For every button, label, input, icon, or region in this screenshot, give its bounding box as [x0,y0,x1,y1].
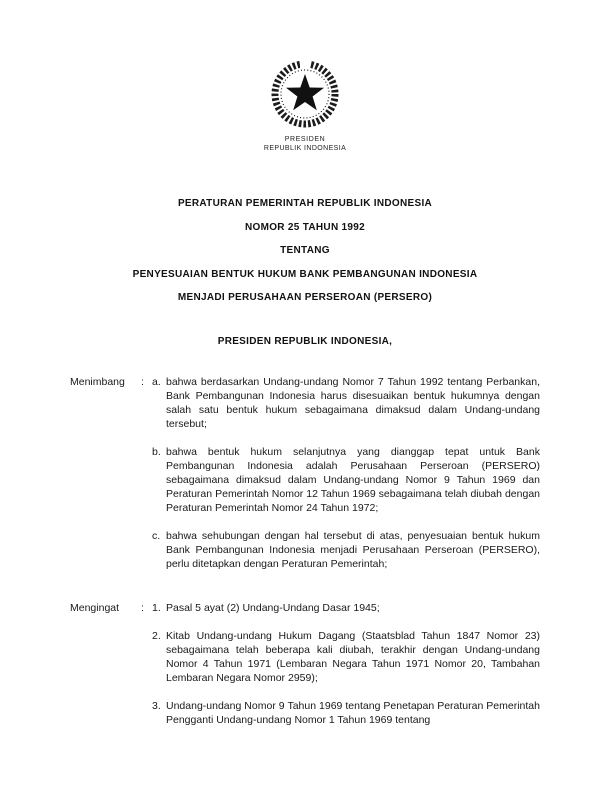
republik-indonesia-label: REPUBLIK INDONESIA [263,145,347,152]
menimbang-item-c [152,529,540,571]
presiden-label: PRESIDEN [284,136,326,143]
menimbang-item-b [152,445,540,515]
item-text: Undang-undang Nomor 9 Tahun 1969 tentang Penetapan Peraturan Pemerintah Pengganti Undang-undang Nomor 1 Tahun 1969 tentang [166,700,540,726]
mengingat-label: Mengingat [70,602,120,614]
mengingat-section [70,601,540,727]
menimbang-item-a [152,375,540,431]
item-marker: c. [152,530,161,542]
star-wreath-emblem-icon [265,52,345,132]
menimbang-separator: : [141,376,144,388]
item-text: bahwa sehubungan dengan hal tersebut di atas, penyesuaian bentuk hukum Bank Pembangunan Indonesia menjadi Perusahaan Perseroan (PERSERO), perlu ditetapkan dengan Peraturan Pemerintah; [166,530,540,570]
salutation-line: PRESIDEN REPUBLIK INDONESIA, [217,336,393,347]
document-header [70,52,540,152]
title-line-regulation: PERATURAN PEMERINTAH REPUBLIK INDONESIA [177,198,433,209]
title-line-subject-2: MENJADI PERUSAHAAN PERSEROAN (PERSERO) [177,292,433,303]
item-text: Kitab Undang-undang Hukum Dagang (Staatsblad Tahun 1847 Nomor 23) sebagaimana telah beberapa kali diubah, terakhir dengan Undang-undang Nomor 4 Tahun 1971 (Lembaran Negara Tahun 1971 Nomor 20, Tambahan Lembaran Negara Nomor 2959); [166,630,540,684]
item-text: Pasal 5 ayat (2) Undang-Undang Dasar 1945; [166,602,380,614]
mengingat-item-3 [152,699,540,727]
title-line-number: NOMOR 25 TAHUN 1992 [245,221,365,233]
item-marker: 2. [152,630,161,642]
item-text: bahwa bentuk hukum selanjutnya yang dianggap tepat untuk Bank Pembangunan Indonesia adalah Perusahaan Perseroan (PERSERO) sebagaimana dimaksud dalam Undang-undang Nomor 9 Tahun 1969 dan Peraturan Pemerintah Nomor 12 Tahun 1969 sebagaimana telah diubah dengan Peraturan Pemerintah Nomor 24 Tahun 1972; [166,446,540,514]
document-title-block [70,198,540,303]
mengingat-items [152,601,540,727]
mengingat-separator: : [141,602,144,614]
title-line-tentang: TENTANG [280,245,330,256]
mengingat-item-2 [152,629,540,685]
menimbang-section [70,375,540,571]
item-marker: a. [152,376,161,388]
mengingat-item-1 [152,601,540,615]
menimbang-items [152,375,540,571]
item-marker: 1. [152,602,161,614]
item-marker: b. [152,446,161,458]
title-line-subject-1: PENYESUAIAN BENTUK HUKUM BANK PEMBANGUNAN INDONESIA [132,268,478,280]
item-text: bahwa berdasarkan Undang-undang Nomor 7 Tahun 1992 tentang Perbankan, Bank Pembangunan Indonesia harus disesuaikan bentuk hukumnya dengan salah satu bentuk hukum sebagaimana dimaksud dalam Undang-undang tersebut; [166,376,540,430]
item-marker: 3. [152,700,161,712]
menimbang-label: Menimbang [70,376,125,388]
